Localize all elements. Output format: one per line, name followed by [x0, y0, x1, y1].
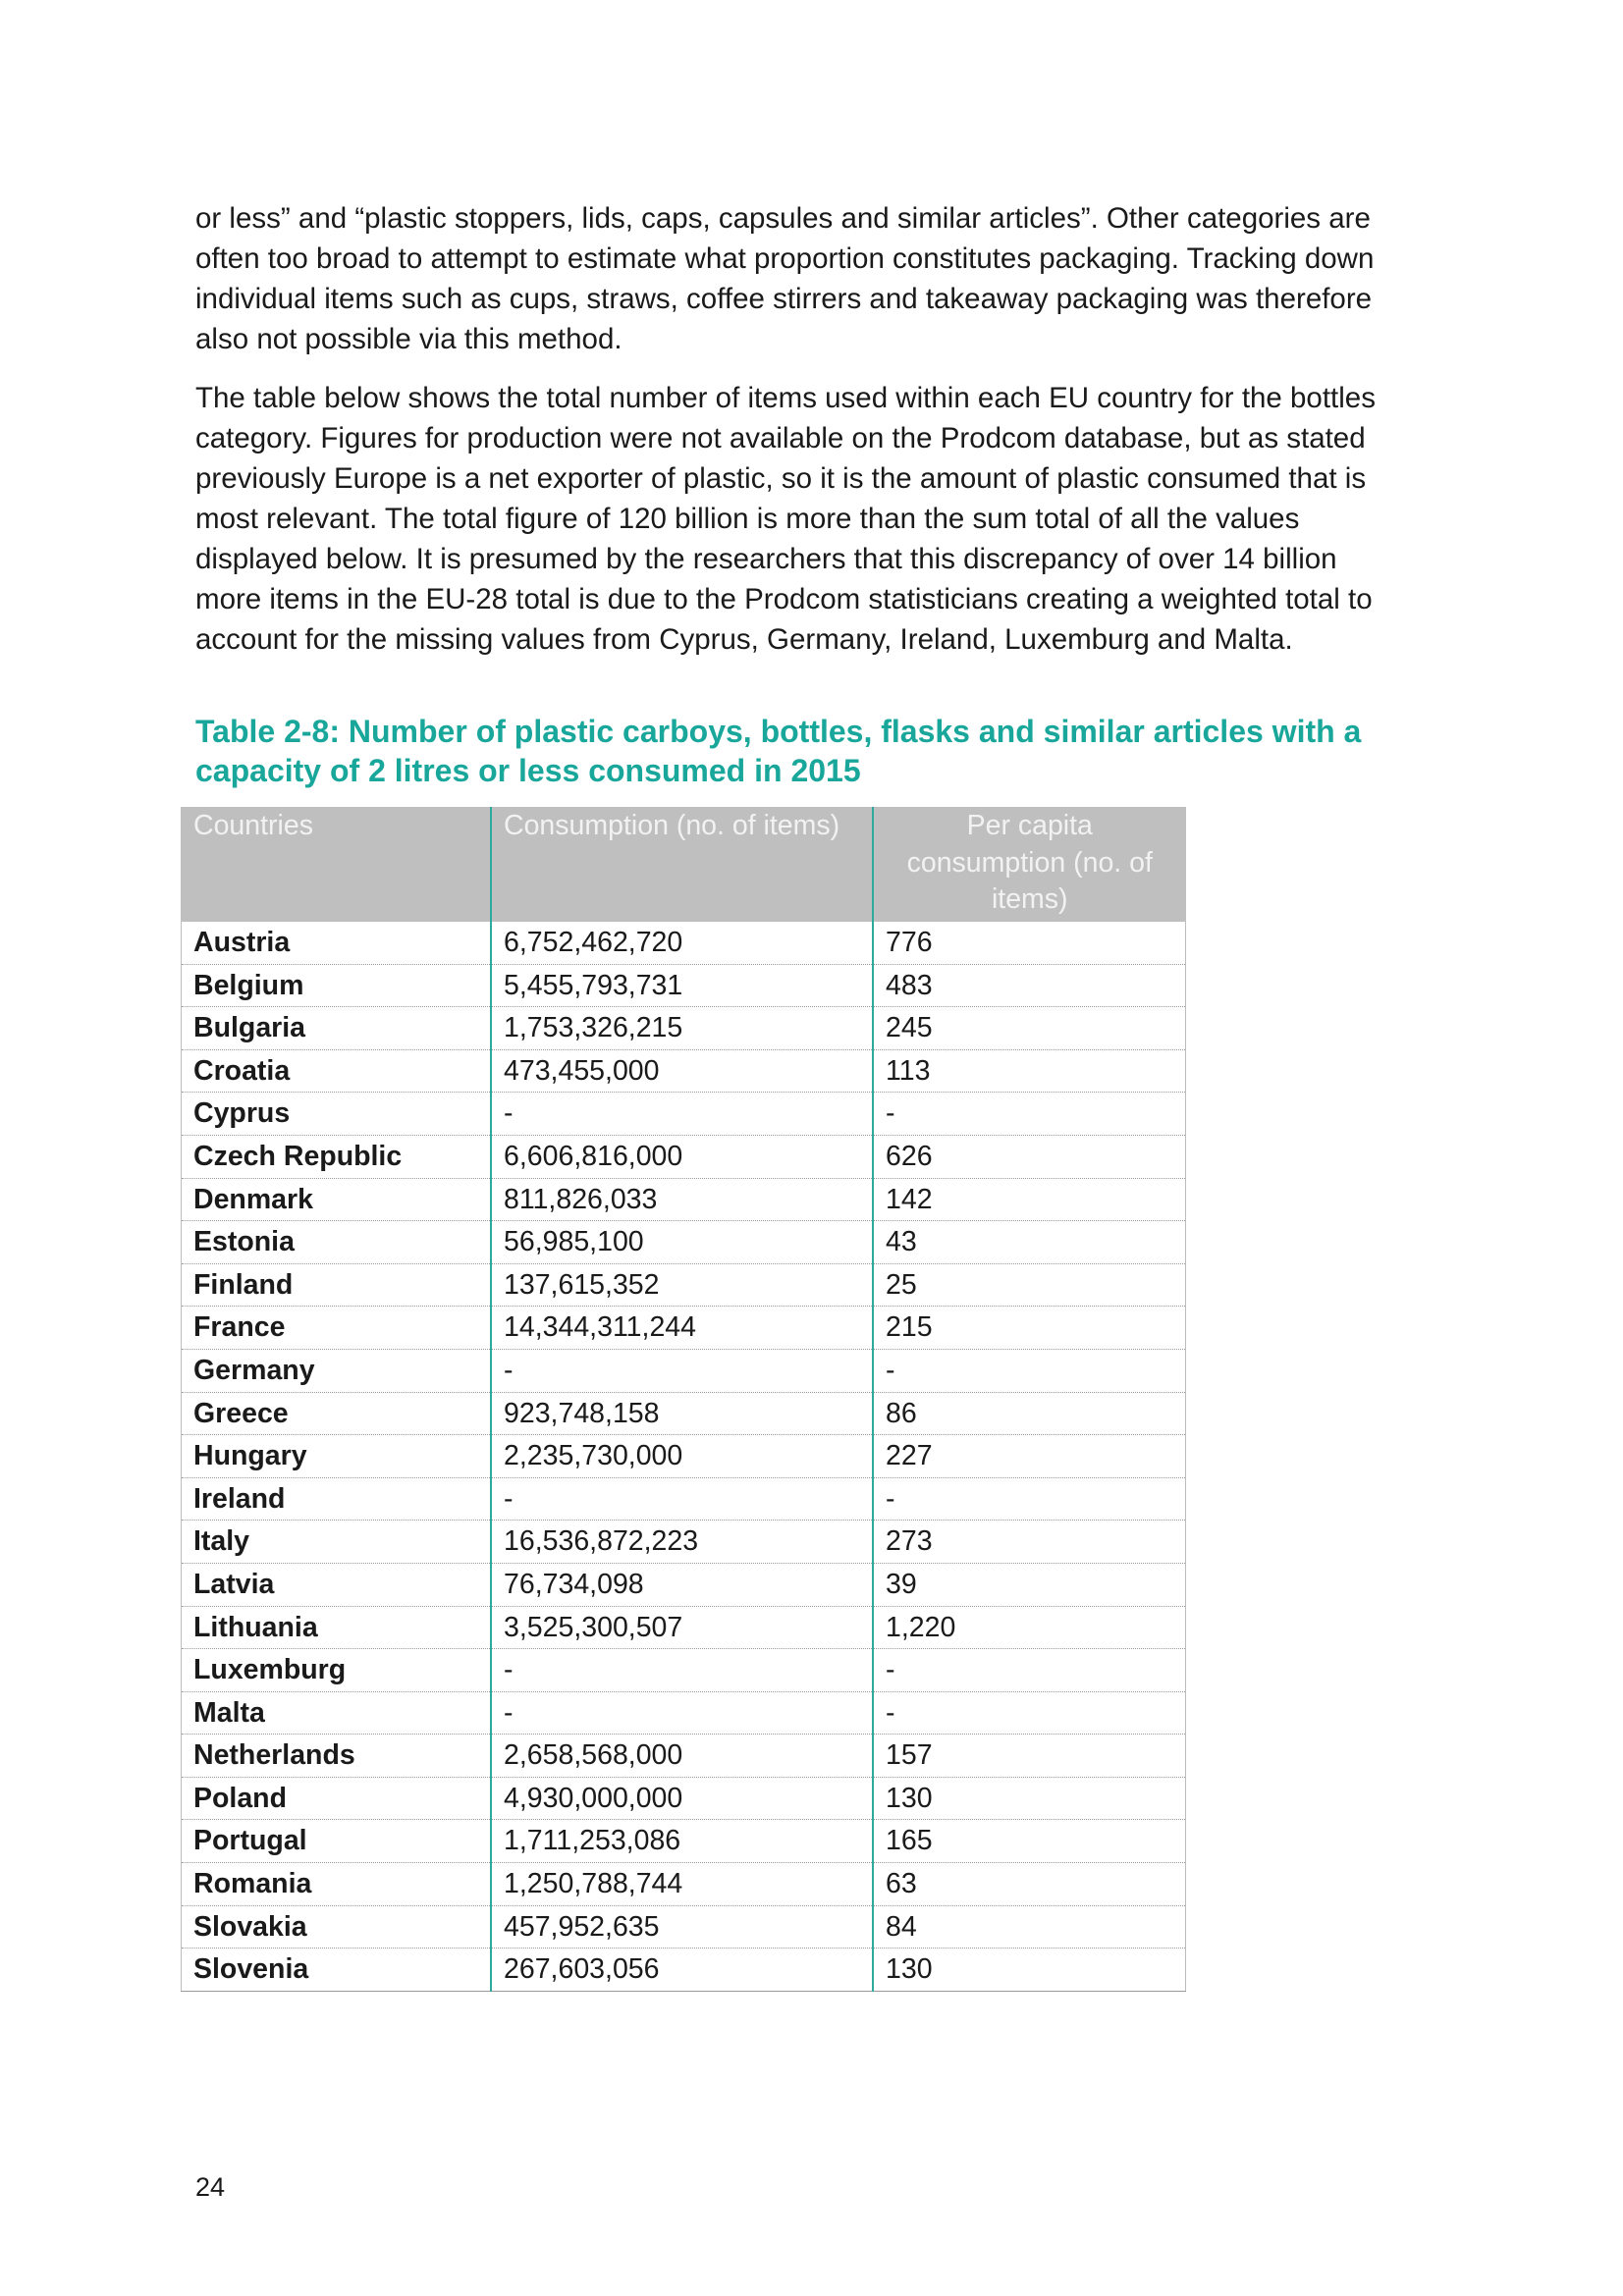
country-cell: Croatia [182, 1049, 492, 1093]
consumption-table [181, 807, 1186, 1992]
header-per-capita: Per capita consumption (no. of items) [873, 807, 1186, 922]
consumption-cell: - [491, 1477, 873, 1521]
country-cell: Lithuania [182, 1606, 492, 1649]
table-row [182, 1606, 1186, 1649]
consumption-cell: 1,753,326,215 [491, 1007, 873, 1050]
per-capita-cell: 273 [873, 1521, 1186, 1564]
header-countries: Countries [182, 807, 492, 922]
consumption-cell: 14,344,311,244 [491, 1307, 873, 1350]
per-capita-cell: - [873, 1349, 1186, 1392]
country-cell: Hungary [182, 1435, 492, 1478]
per-capita-cell: - [873, 1691, 1186, 1735]
consumption-cell: 4,930,000,000 [491, 1777, 873, 1820]
country-cell: Luxemburg [182, 1649, 492, 1692]
per-capita-cell: 130 [873, 1949, 1186, 1992]
country-cell: Cyprus [182, 1093, 492, 1136]
per-capita-cell: 776 [873, 922, 1186, 964]
country-cell: Germany [182, 1349, 492, 1392]
consumption-cell: 1,711,253,086 [491, 1820, 873, 1863]
table-row [182, 1093, 1186, 1136]
consumption-cell: 267,603,056 [491, 1949, 873, 1992]
table-row [182, 1691, 1186, 1735]
consumption-cell: 56,985,100 [491, 1221, 873, 1264]
table-row [182, 1392, 1186, 1435]
table-row [182, 1521, 1186, 1564]
per-capita-cell: 63 [873, 1863, 1186, 1906]
consumption-cell: - [491, 1093, 873, 1136]
per-capita-cell: 39 [873, 1563, 1186, 1606]
country-cell: Czech Republic [182, 1135, 492, 1178]
table-header-row [182, 807, 1186, 922]
consumption-cell: - [491, 1349, 873, 1392]
per-capita-cell: - [873, 1477, 1186, 1521]
table-row [182, 1563, 1186, 1606]
consumption-cell: 2,235,730,000 [491, 1435, 873, 1478]
country-cell: Slovakia [182, 1905, 492, 1949]
country-cell: Romania [182, 1863, 492, 1906]
table-row [182, 1735, 1186, 1778]
table-row [182, 1777, 1186, 1820]
country-cell: Slovenia [182, 1949, 492, 1992]
per-capita-cell: 86 [873, 1392, 1186, 1435]
country-cell: Malta [182, 1691, 492, 1735]
table-row [182, 1349, 1186, 1392]
per-capita-cell: 227 [873, 1435, 1186, 1478]
table-row [182, 1905, 1186, 1949]
country-cell: Greece [182, 1392, 492, 1435]
table-row [182, 1949, 1186, 1992]
table-row [182, 1049, 1186, 1093]
per-capita-cell: 130 [873, 1777, 1186, 1820]
consumption-cell: 473,455,000 [491, 1049, 873, 1093]
country-cell: Bulgaria [182, 1007, 492, 1050]
country-cell: Latvia [182, 1563, 492, 1606]
consumption-cell: - [491, 1691, 873, 1735]
per-capita-cell: - [873, 1093, 1186, 1136]
table-row [182, 964, 1186, 1007]
per-capita-cell: 165 [873, 1820, 1186, 1863]
consumption-cell: 2,658,568,000 [491, 1735, 873, 1778]
consumption-cell: 6,752,462,720 [491, 922, 873, 964]
body-paragraph-2: The table below shows the total number of items used within each EU country for the bottles category. Figures for production were not available on the Prodcom database, but as stated previously Europe is a net exporter of plastic, so it is the amount of plastic consumed that is most relevant. The total figure of 120 billion is more than the sum total of all the values displayed below. It is presumed by the researchers that this discrepancy of over 14 billion more items in the EU-28 total is due to the Prodcom statisticians creating a weighted total to account for the missing values from Cyprus, Germany, Ireland, Luxemburg and Malta. [195, 382, 1376, 656]
per-capita-cell: 245 [873, 1007, 1186, 1050]
per-capita-cell: 84 [873, 1905, 1186, 1949]
consumption-cell: 16,536,872,223 [491, 1521, 873, 1564]
country-cell: Finland [182, 1263, 492, 1307]
header-consumption: Consumption (no. of items) [491, 807, 873, 922]
per-capita-cell: 157 [873, 1735, 1186, 1778]
country-cell: Austria [182, 922, 492, 964]
per-capita-cell: 1,220 [873, 1606, 1186, 1649]
per-capita-cell: 626 [873, 1135, 1186, 1178]
per-capita-cell: 215 [873, 1307, 1186, 1350]
consumption-cell: 457,952,635 [491, 1905, 873, 1949]
country-cell: Denmark [182, 1178, 492, 1221]
page-number: 24 [195, 2172, 226, 2202]
table-row [182, 1820, 1186, 1863]
per-capita-cell: 113 [873, 1049, 1186, 1093]
country-cell: Netherlands [182, 1735, 492, 1778]
country-cell: Belgium [182, 964, 492, 1007]
table-row [182, 1263, 1186, 1307]
per-capita-cell: 483 [873, 964, 1186, 1007]
table-row [182, 922, 1186, 964]
per-capita-cell: 25 [873, 1263, 1186, 1307]
country-cell: Poland [182, 1777, 492, 1820]
consumption-cell: - [491, 1649, 873, 1692]
per-capita-cell: 43 [873, 1221, 1186, 1264]
consumption-cell: 811,826,033 [491, 1178, 873, 1221]
table-row [182, 1477, 1186, 1521]
per-capita-cell: - [873, 1649, 1186, 1692]
consumption-cell: 76,734,098 [491, 1563, 873, 1606]
table-row [182, 1863, 1186, 1906]
consumption-cell: 3,525,300,507 [491, 1606, 873, 1649]
country-cell: Estonia [182, 1221, 492, 1264]
country-cell: Portugal [182, 1820, 492, 1863]
per-capita-cell: 142 [873, 1178, 1186, 1221]
body-paragraph-1: or less” and “plastic stoppers, lids, caps, capsules and similar articles”. Other categories are often too broad to attempt to estimate what proportion constitutes packaging. Tracking down individual items such as cups, straws, coffee stirrers and takeaway packaging was therefore also not possible via this method. [195, 202, 1375, 355]
country-cell: Ireland [182, 1477, 492, 1521]
table-row [182, 1178, 1186, 1221]
table-caption: Table 2-8: Number of plastic carboys, bottles, flasks and similar articles with a capacity of 2 litres or less consumed in 2015 [195, 714, 1362, 788]
consumption-cell: 137,615,352 [491, 1263, 873, 1307]
consumption-cell: 5,455,793,731 [491, 964, 873, 1007]
table-row [182, 1221, 1186, 1264]
table-row [182, 1307, 1186, 1350]
country-cell: Italy [182, 1521, 492, 1564]
table-row [182, 1435, 1186, 1478]
consumption-cell: 1,250,788,744 [491, 1863, 873, 1906]
table-row [182, 1135, 1186, 1178]
table-row [182, 1649, 1186, 1692]
consumption-cell: 923,748,158 [491, 1392, 873, 1435]
table-body [182, 922, 1186, 1991]
table-row [182, 1007, 1186, 1050]
consumption-cell: 6,606,816,000 [491, 1135, 873, 1178]
country-cell: France [182, 1307, 492, 1350]
